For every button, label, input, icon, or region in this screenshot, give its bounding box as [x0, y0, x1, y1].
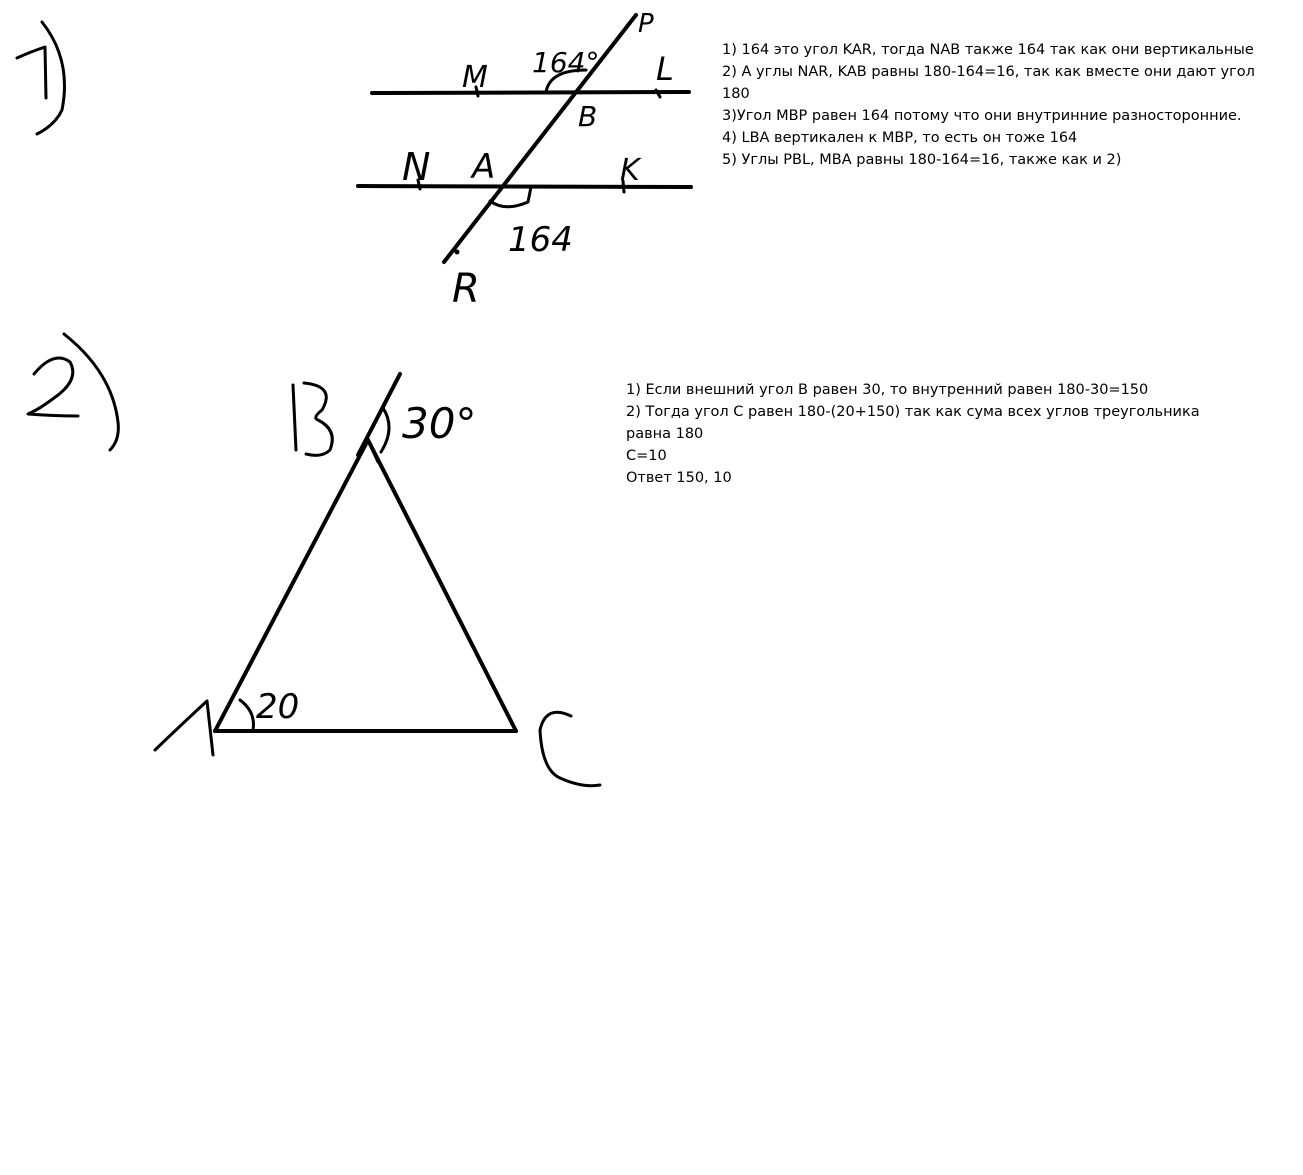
label-a-mark: [155, 701, 213, 755]
note-line: равна 180: [626, 426, 704, 442]
point-mark-r: [455, 250, 460, 255]
exterior-angle-arc-b: [381, 408, 389, 452]
label-angle-b-exterior: 30°: [402, 399, 477, 448]
note-line: С=10: [626, 448, 667, 464]
label-r: R: [452, 266, 480, 312]
problem-2-number-mark: [28, 334, 118, 450]
label-angle-top: 164°: [532, 46, 600, 79]
note-line: 180: [722, 86, 750, 102]
label-p: P: [638, 9, 654, 39]
note-line: 2) А углы NAR, KAB равны 180-164=16, так как вместе они дают угол: [722, 64, 1255, 80]
label-angle-bottom: 164: [508, 220, 573, 260]
label-l: L: [656, 50, 674, 88]
side-ab-extension: [358, 374, 400, 455]
label-c-mark: [540, 712, 600, 785]
label-k: K: [620, 153, 640, 188]
side-bc: [368, 440, 516, 731]
note-line: 2) Тогда угол С равен 180-(20+150) так как сума всех углов треугольника: [626, 404, 1200, 420]
problem-2-figure: [28, 334, 600, 786]
problem-1-number-mark: [17, 22, 65, 134]
angle-mark-b: [368, 440, 378, 462]
note-line: Ответ 150, 10: [626, 470, 732, 486]
label-n: N: [402, 145, 431, 189]
note-line: 1) Если внешний угол В равен 30, то внутренний равен 180-30=150: [626, 382, 1149, 398]
label-b-mark: [293, 383, 332, 455]
problem-1-figure: [17, 9, 691, 312]
label-m: M: [462, 60, 488, 95]
angle-arc-a: [240, 700, 253, 730]
label-angle-a: 20: [256, 687, 300, 727]
upper-parallel-line: [372, 92, 689, 93]
note-line: 1) 164 это угол KAR, тогда NAB также 164 так как они вертикальные: [722, 42, 1254, 58]
problem-2-notes: [626, 379, 1200, 489]
problem-1-notes: [722, 39, 1255, 171]
label-a-lower: A: [472, 147, 496, 187]
label-b-upper: B: [578, 100, 598, 133]
note-line: 3)Угол MBP равен 164 потому что они внутринние разносторонние.: [722, 108, 1242, 124]
note-line: 4) LBA вертикален к MBP, то есть он тоже 164: [722, 130, 1078, 146]
note-line: 5) Углы PBL, MBA равны 180-164=16, также как и 2): [722, 152, 1122, 168]
